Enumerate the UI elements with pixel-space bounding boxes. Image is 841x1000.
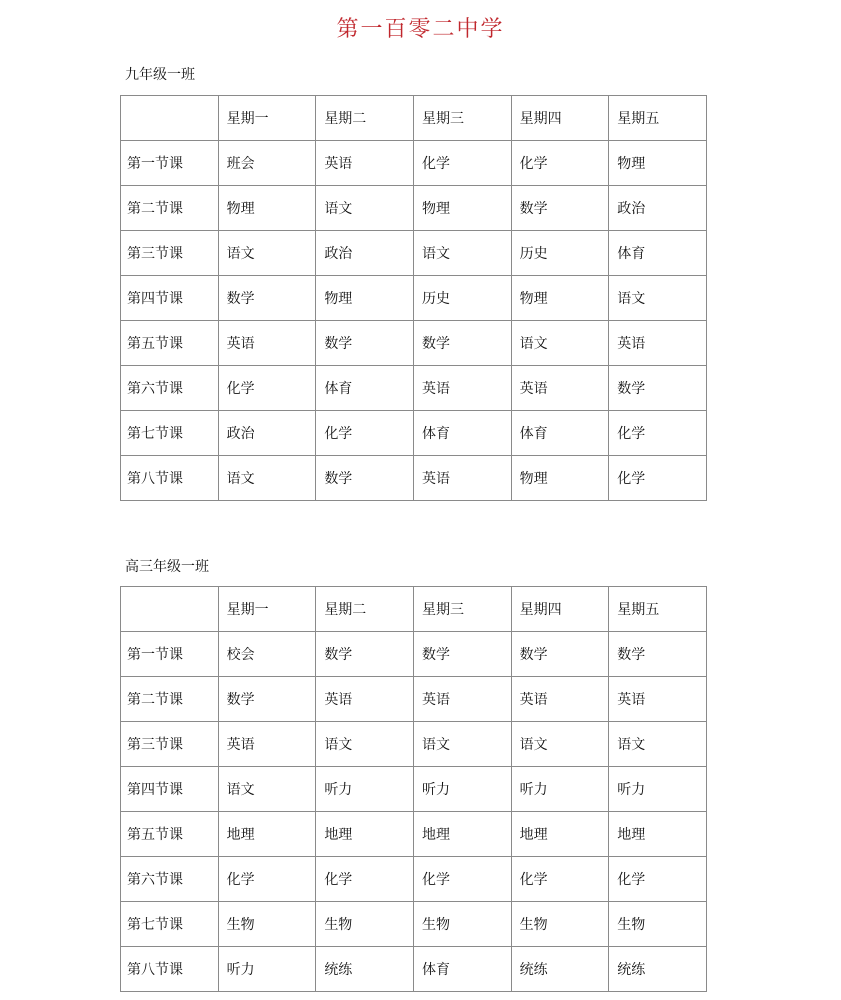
subject-cell: 物理 (316, 276, 414, 321)
table-row (121, 186, 707, 231)
subject-cell: 英语 (316, 141, 414, 186)
subject-cell: 数学 (413, 321, 511, 366)
subject-cell: 英语 (511, 677, 609, 722)
subject-cell: 听力 (218, 947, 316, 992)
subject-cell: 政治 (609, 186, 707, 231)
subject-cell: 化学 (511, 857, 609, 902)
subject-cell: 语文 (316, 186, 414, 231)
subject-cell: 数学 (609, 632, 707, 677)
day-header: 星期一 (218, 96, 316, 141)
day-header: 星期五 (609, 587, 707, 632)
table-row (121, 767, 707, 812)
subject-cell: 语文 (218, 767, 316, 812)
subject-cell: 化学 (218, 366, 316, 411)
subject-cell: 化学 (511, 141, 609, 186)
period-label: 第七节课 (121, 902, 219, 947)
subject-cell: 数学 (316, 456, 414, 501)
period-label: 第四节课 (121, 276, 219, 321)
table-row (121, 411, 707, 456)
day-header: 星期二 (316, 96, 414, 141)
subject-cell: 英语 (218, 722, 316, 767)
subject-cell: 化学 (413, 141, 511, 186)
subject-cell: 化学 (316, 857, 414, 902)
subject-cell: 语文 (413, 722, 511, 767)
period-label: 第三节课 (121, 722, 219, 767)
period-label: 第七节课 (121, 411, 219, 456)
table-row (121, 141, 707, 186)
subject-cell: 体育 (413, 411, 511, 456)
subject-cell: 英语 (218, 321, 316, 366)
subject-cell: 地理 (218, 812, 316, 857)
day-header: 星期二 (316, 587, 414, 632)
day-header: 星期四 (511, 587, 609, 632)
subject-cell: 英语 (609, 321, 707, 366)
table-row (121, 722, 707, 767)
subject-cell: 生物 (218, 902, 316, 947)
subject-cell: 化学 (609, 456, 707, 501)
period-label: 第八节课 (121, 456, 219, 501)
period-label: 第六节课 (121, 366, 219, 411)
subject-cell: 数学 (218, 677, 316, 722)
subject-cell: 生物 (413, 902, 511, 947)
subject-cell: 语文 (511, 722, 609, 767)
subject-cell: 历史 (511, 231, 609, 276)
subject-cell: 生物 (609, 902, 707, 947)
schedule-table-senior3 (120, 586, 707, 992)
class-label-senior3: 高三年级一班 (125, 559, 209, 575)
subject-cell: 化学 (609, 857, 707, 902)
subject-cell: 地理 (609, 812, 707, 857)
subject-cell: 数学 (609, 366, 707, 411)
subject-cell: 政治 (218, 411, 316, 456)
subject-cell: 听力 (511, 767, 609, 812)
period-label: 第一节课 (121, 141, 219, 186)
table-row (121, 456, 707, 501)
day-header: 星期三 (413, 587, 511, 632)
table-row (121, 632, 707, 677)
subject-cell: 语文 (218, 456, 316, 501)
subject-cell: 听力 (413, 767, 511, 812)
subject-cell: 化学 (609, 411, 707, 456)
subject-cell: 地理 (316, 812, 414, 857)
subject-cell: 数学 (316, 321, 414, 366)
table-row (121, 677, 707, 722)
subject-cell: 物理 (609, 141, 707, 186)
schedule-table-grade9 (120, 95, 707, 501)
header-row (121, 96, 707, 141)
subject-cell: 物理 (511, 276, 609, 321)
table-row (121, 902, 707, 947)
subject-cell: 政治 (316, 231, 414, 276)
subject-cell: 数学 (511, 186, 609, 231)
subject-cell: 校会 (218, 632, 316, 677)
table-row (121, 366, 707, 411)
subject-cell: 语文 (316, 722, 414, 767)
subject-cell: 化学 (413, 857, 511, 902)
period-label: 第八节课 (121, 947, 219, 992)
subject-cell: 语文 (609, 276, 707, 321)
period-label: 第五节课 (121, 321, 219, 366)
subject-cell: 英语 (316, 677, 414, 722)
day-header: 星期五 (609, 96, 707, 141)
subject-cell: 生物 (511, 902, 609, 947)
subject-cell: 英语 (413, 677, 511, 722)
subject-cell: 地理 (511, 812, 609, 857)
subject-cell: 统练 (609, 947, 707, 992)
table-row (121, 857, 707, 902)
day-header: 星期一 (218, 587, 316, 632)
table-row (121, 276, 707, 321)
subject-cell: 物理 (511, 456, 609, 501)
subject-cell: 听力 (609, 767, 707, 812)
subject-cell: 物理 (413, 186, 511, 231)
subject-cell: 统练 (511, 947, 609, 992)
page-title: 第一百零二中学 (336, 17, 505, 42)
subject-cell: 化学 (218, 857, 316, 902)
subject-cell: 体育 (316, 366, 414, 411)
subject-cell: 语文 (511, 321, 609, 366)
subject-cell: 化学 (316, 411, 414, 456)
period-label: 第二节课 (121, 677, 219, 722)
subject-cell: 地理 (413, 812, 511, 857)
subject-cell: 英语 (609, 677, 707, 722)
subject-cell: 体育 (609, 231, 707, 276)
subject-cell: 数学 (218, 276, 316, 321)
subject-cell: 数学 (316, 632, 414, 677)
class-label-grade9: 九年级一班 (125, 67, 195, 83)
period-label: 第二节课 (121, 186, 219, 231)
subject-cell: 体育 (511, 411, 609, 456)
subject-cell: 数学 (413, 632, 511, 677)
subject-cell: 英语 (511, 366, 609, 411)
period-label: 第四节课 (121, 767, 219, 812)
subject-cell: 语文 (413, 231, 511, 276)
day-header: 星期三 (413, 96, 511, 141)
subject-cell: 物理 (218, 186, 316, 231)
subject-cell: 历史 (413, 276, 511, 321)
table-row (121, 947, 707, 992)
header-row (121, 587, 707, 632)
period-label: 第三节课 (121, 231, 219, 276)
subject-cell: 语文 (218, 231, 316, 276)
table-row (121, 321, 707, 366)
subject-cell: 英语 (413, 456, 511, 501)
table-row (121, 231, 707, 276)
subject-cell: 体育 (413, 947, 511, 992)
subject-cell: 数学 (511, 632, 609, 677)
corner-cell (121, 587, 219, 632)
subject-cell: 听力 (316, 767, 414, 812)
period-label: 第五节课 (121, 812, 219, 857)
period-label: 第六节课 (121, 857, 219, 902)
subject-cell: 班会 (218, 141, 316, 186)
subject-cell: 统练 (316, 947, 414, 992)
period-label: 第一节课 (121, 632, 219, 677)
subject-cell: 语文 (609, 722, 707, 767)
table-row (121, 812, 707, 857)
subject-cell: 英语 (413, 366, 511, 411)
day-header: 星期四 (511, 96, 609, 141)
subject-cell: 生物 (316, 902, 414, 947)
corner-cell (121, 96, 219, 141)
